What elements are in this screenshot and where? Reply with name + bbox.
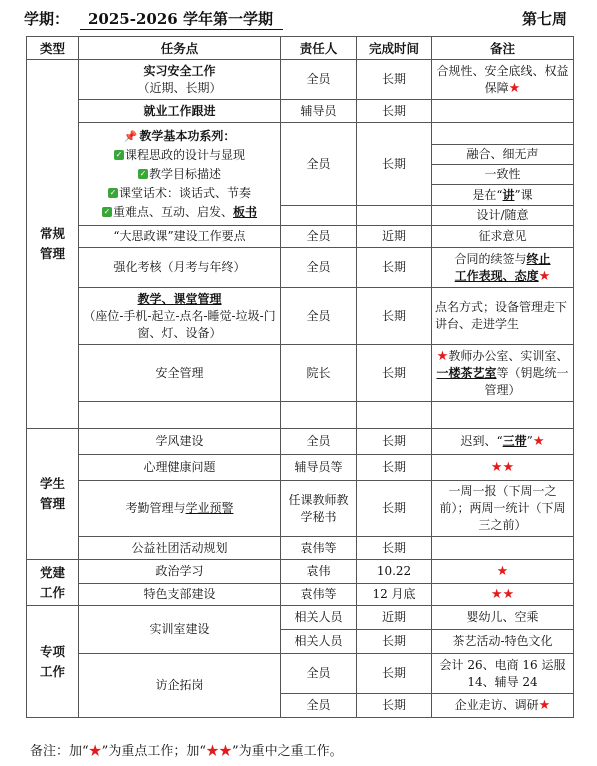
owner-cell: 袁伟等 bbox=[281, 584, 357, 606]
note-cell: 征求意见 bbox=[432, 226, 574, 248]
category-text: 工作 bbox=[39, 584, 65, 600]
task-dasi: “大思政课”建设工作要点 bbox=[79, 226, 281, 248]
star-icon: ★★ bbox=[490, 587, 515, 602]
note-cell: 茶艺活动-特色文化 bbox=[432, 630, 574, 654]
owner-cell: 相关人员 bbox=[281, 630, 357, 654]
category-text: 管理 bbox=[39, 246, 65, 261]
note-cell bbox=[432, 584, 574, 606]
star-icon: ★ bbox=[538, 698, 551, 713]
time-cell: 长期 bbox=[357, 288, 432, 345]
owner-cell: 任课教师教学秘书 bbox=[281, 481, 357, 537]
note-text: 讲 bbox=[502, 187, 515, 202]
star-icon: ★ bbox=[532, 434, 545, 449]
task-safety: 安全管理 bbox=[79, 345, 281, 402]
table-row bbox=[27, 429, 574, 455]
note-cell bbox=[432, 560, 574, 584]
note-text: ”课 bbox=[514, 187, 533, 202]
table-row bbox=[27, 402, 574, 429]
note-cell bbox=[432, 537, 574, 560]
note-cell bbox=[432, 429, 574, 455]
category-student bbox=[27, 429, 79, 560]
list-item: 课程思政的设计与显现 bbox=[124, 147, 245, 162]
col-header-owner: 责任人 bbox=[281, 37, 357, 60]
note-cell bbox=[432, 248, 574, 288]
time-cell: 长期 bbox=[357, 60, 432, 100]
semester-value: 2025-2026 学年第一学期 bbox=[80, 8, 283, 30]
task-text: 学业预警 bbox=[185, 501, 234, 515]
task-employment: 就业工作跟进 bbox=[79, 100, 281, 123]
note-cell: 会计 26、电商 16 运服 14、辅导 24 bbox=[432, 654, 574, 694]
star-icon: ★ bbox=[436, 348, 449, 364]
col-header-note: 备注 bbox=[432, 37, 574, 60]
footnote bbox=[30, 740, 343, 759]
task-mental: 心理健康问题 bbox=[79, 455, 281, 481]
star-icon: ★ bbox=[496, 564, 509, 579]
time-cell: 长期 bbox=[357, 429, 432, 455]
table-row bbox=[27, 537, 574, 560]
note-text: 终止 bbox=[526, 251, 551, 266]
note-cell: 融合、细无声 bbox=[432, 145, 574, 165]
owner-cell: 全员 bbox=[281, 248, 357, 288]
checkmark-icon: ✓ bbox=[115, 150, 123, 159]
list-item: 教学目标描述 bbox=[148, 166, 221, 181]
task-club: 公益社团活动规划 bbox=[79, 537, 281, 560]
task-title: 实习安全工作 bbox=[143, 63, 216, 78]
time-cell: 长期 bbox=[357, 100, 432, 123]
time-cell: 长期 bbox=[357, 455, 432, 481]
semester-label: 学期： bbox=[24, 10, 70, 28]
note-cell bbox=[432, 345, 574, 402]
time-cell: 长期 bbox=[357, 481, 432, 537]
task-basic-skills bbox=[79, 123, 281, 226]
note-text: 三带 bbox=[502, 434, 527, 448]
note-cell bbox=[432, 455, 574, 481]
note-cell: 一致性 bbox=[432, 165, 574, 185]
category-text: 党建 bbox=[39, 564, 65, 580]
task-subtitle: （座位-手机-起立-点名-睡觉-垃圾-门窗、灯、设备） bbox=[83, 308, 276, 340]
table-row bbox=[27, 226, 574, 248]
time-cell bbox=[357, 402, 432, 429]
task-text: 考勤管理与 bbox=[125, 501, 186, 515]
table-row bbox=[27, 100, 574, 123]
table-row bbox=[27, 345, 574, 402]
list-item: 板书 bbox=[233, 204, 258, 219]
time-cell: 近期 bbox=[357, 606, 432, 630]
task-teaching bbox=[79, 288, 281, 345]
owner-cell: 辅导员等 bbox=[281, 455, 357, 481]
task-title: 教学基本功系列： bbox=[139, 128, 236, 143]
owner-cell: 全员 bbox=[281, 429, 357, 455]
note-text: 是在“ bbox=[472, 187, 503, 202]
note-text: 迟到、“ bbox=[460, 434, 503, 448]
footnote-text: ”为重中之重工作。 bbox=[231, 744, 343, 759]
owner-cell: 全员 bbox=[281, 288, 357, 345]
note-cell bbox=[432, 60, 574, 100]
table-row bbox=[27, 560, 574, 584]
note-text: 合同的续签与 bbox=[454, 251, 527, 266]
week-label: 第七周 bbox=[521, 10, 567, 28]
time-cell: 10.22 bbox=[357, 560, 432, 584]
task-subtitle: （近期、长期） bbox=[137, 80, 222, 95]
owner-cell: 全员 bbox=[281, 60, 357, 100]
table-row bbox=[27, 288, 574, 345]
note-text: 一楼茶艺室 bbox=[436, 365, 497, 380]
time-cell: 近期 bbox=[357, 226, 432, 248]
footnote-text: ”为重点工作；加“ bbox=[101, 744, 206, 759]
category-text: 管理 bbox=[39, 496, 65, 511]
checkmark-icon: ✓ bbox=[139, 169, 147, 178]
time-cell: 长期 bbox=[357, 654, 432, 694]
table-row bbox=[27, 60, 574, 100]
note-cell: 婴幼儿、空乘 bbox=[432, 606, 574, 630]
table-row bbox=[27, 606, 574, 630]
task-style: 学风建设 bbox=[79, 429, 281, 455]
star-icon: ★ bbox=[508, 80, 521, 96]
task-lab: 实训室建设 bbox=[79, 606, 281, 654]
note-cell bbox=[432, 100, 574, 123]
note-cell bbox=[432, 402, 574, 429]
category-party bbox=[27, 560, 79, 606]
list-item: 课堂话术：谈话式、节奏 bbox=[118, 185, 251, 200]
checkmark-icon: ✓ bbox=[103, 207, 111, 216]
star-icon: ★★ bbox=[205, 744, 232, 759]
star-icon: ★ bbox=[88, 744, 102, 759]
task-cell-empty bbox=[79, 402, 281, 429]
checkmark-icon: ✓ bbox=[109, 188, 117, 197]
table-row bbox=[27, 654, 574, 694]
table-row bbox=[27, 123, 574, 145]
time-cell: 长期 bbox=[357, 694, 432, 718]
category-routine bbox=[27, 60, 79, 429]
note-cell bbox=[432, 185, 574, 206]
task-attendance bbox=[79, 481, 281, 537]
owner-cell: 全员 bbox=[281, 654, 357, 694]
time-cell: 长期 bbox=[357, 123, 432, 206]
owner-cell: 相关人员 bbox=[281, 606, 357, 630]
category-text: 常规 bbox=[39, 226, 65, 241]
note-text: 合规性、安全底线、权益保障 bbox=[436, 63, 569, 95]
category-text: 工作 bbox=[39, 663, 65, 679]
time-cell: 长期 bbox=[357, 248, 432, 288]
note-text: 工作表现、态度 bbox=[454, 268, 539, 283]
time-cell: 12 月底 bbox=[357, 584, 432, 606]
pushpin-icon: 📌 bbox=[123, 129, 138, 143]
task-branch: 特色支部建设 bbox=[79, 584, 281, 606]
note-text: 等（钥匙统一管理） bbox=[484, 365, 569, 397]
table-header-row bbox=[27, 37, 574, 60]
time-cell: 长期 bbox=[357, 630, 432, 654]
note-cell: 设计/随意 bbox=[432, 206, 574, 226]
note-cell bbox=[432, 123, 574, 145]
owner-cell: 袁伟等 bbox=[281, 537, 357, 560]
owner-cell: 院长 bbox=[281, 345, 357, 402]
col-header-type: 类型 bbox=[27, 37, 79, 60]
task-title: 教学、课堂管理 bbox=[137, 291, 222, 306]
time-cell: 长期 bbox=[357, 537, 432, 560]
task-politics: 政治学习 bbox=[79, 560, 281, 584]
page-header bbox=[24, 6, 573, 28]
col-header-task: 任务点 bbox=[79, 37, 281, 60]
table-row bbox=[27, 481, 574, 537]
note-cell: 点名方式；设备管理走下讲台、走进学生 bbox=[432, 288, 574, 345]
note-text: 企业走访、调研 bbox=[454, 698, 539, 712]
table-row bbox=[27, 584, 574, 606]
note-text: ” bbox=[526, 434, 533, 448]
table-row bbox=[27, 248, 574, 288]
owner-cell: 全员 bbox=[281, 694, 357, 718]
footnote-text: 备注：加“ bbox=[30, 744, 89, 759]
task-table bbox=[26, 36, 574, 718]
owner-cell bbox=[281, 206, 357, 226]
star-icon: ★★ bbox=[490, 460, 515, 475]
category-text: 学生 bbox=[39, 476, 65, 491]
note-cell bbox=[432, 694, 574, 718]
table-row bbox=[27, 455, 574, 481]
note-cell: 一周一报（下周一之前）；两周一统计（下周三之前） bbox=[432, 481, 574, 537]
note-text: 教师办公室、实训室、 bbox=[448, 348, 569, 363]
time-cell bbox=[357, 206, 432, 226]
owner-cell: 全员 bbox=[281, 123, 357, 206]
owner-cell: 辅导员 bbox=[281, 100, 357, 123]
star-icon: ★ bbox=[538, 268, 551, 284]
task-assess: 强化考核（月考与年终） bbox=[79, 248, 281, 288]
owner-cell: 袁伟 bbox=[281, 560, 357, 584]
category-special bbox=[27, 606, 79, 718]
list-item: 重难点、互动、启发、 bbox=[112, 204, 233, 219]
owner-cell bbox=[281, 402, 357, 429]
category-text: 专项 bbox=[39, 643, 65, 659]
col-header-time: 完成时间 bbox=[357, 37, 432, 60]
task-internship bbox=[79, 60, 281, 100]
time-cell: 长期 bbox=[357, 345, 432, 402]
task-visit: 访企拓岗 bbox=[79, 654, 281, 718]
owner-cell: 全员 bbox=[281, 226, 357, 248]
